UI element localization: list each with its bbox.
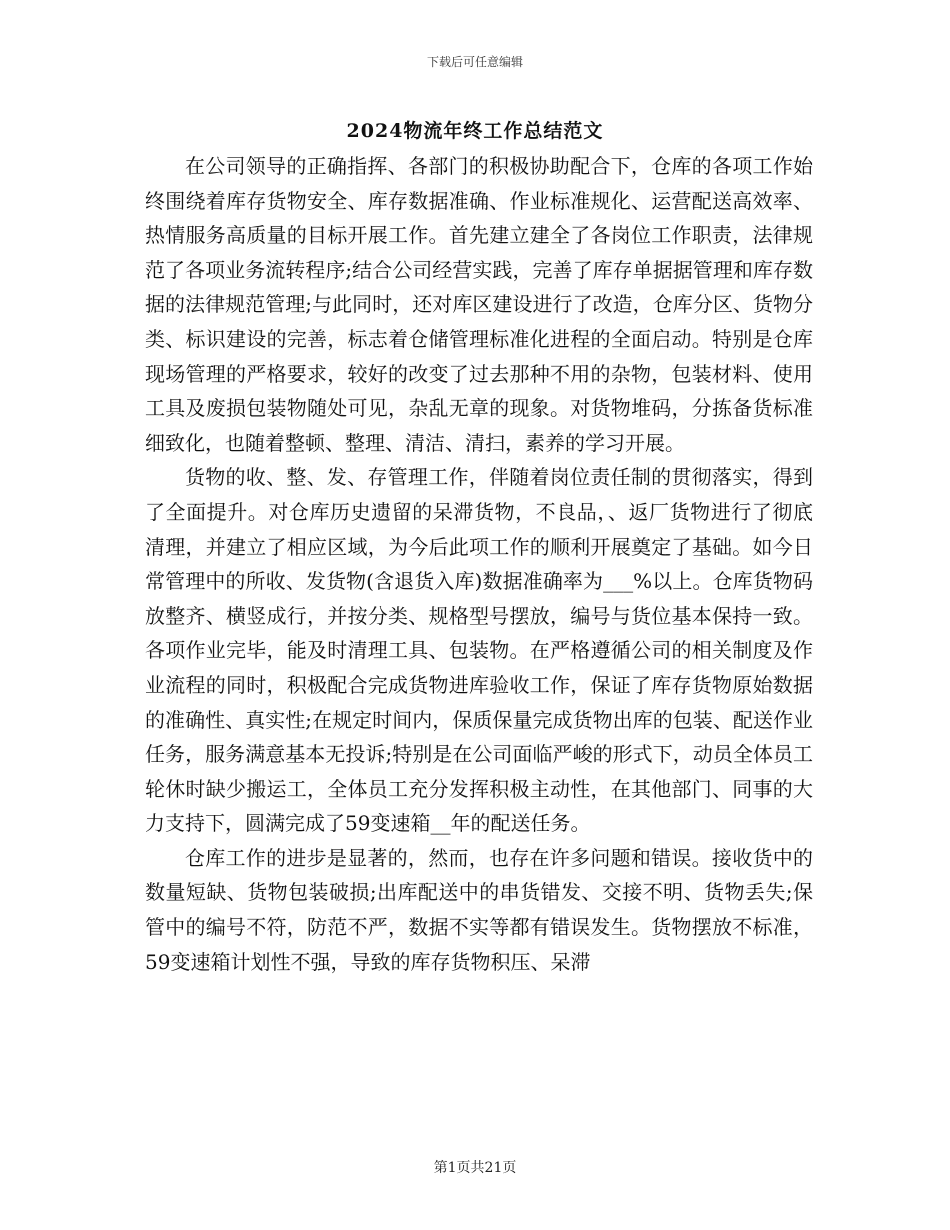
page-number-footer: 第1页共21页 xyxy=(433,1160,517,1176)
document-title: 2024物流年终工作总结范文 xyxy=(346,120,604,142)
paragraph-3: 仓库工作的进步是显著的，然而，也存在许多问题和错误。接收货中的数量短缺、货物包装破损;出库配送中的串货错发、交接不明、货物丢失;保管中的编号不符，防范不严，数据不实等都有错误发生。货物摆放不标准，59变速箱计划性不强，导致的库存货物积压、呆滞 xyxy=(145,845,813,974)
paragraph-1: 在公司领导的正确指挥、各部门的积极协助配合下，仓库的各项工作始终围绕着库存货物安全、库存数据准确、作业标准规化、运营配送高效率、热情服务高质量的目标开展工作。首先建立建全了各岗位工作职责，法律规范了各项业务流转程序;结合公司经营实践，完善了库存单据据管理和库存数据的法律规范管理;与此同时，还对库区建设进行了改造，仓库分区、货物分类、标识建设的完善，标志着仓储管理标准化进程的全面启动。特别是仓库现场管理的严格要求，较好的改变了过去那种不用的杂物，包装材料、使用工具及废损包装物随处可见，杂乱无章的现象。对货物堆码，分拣备货标准细致化，也随着整顿、整理、清洁、清扫，素养的学习开展。 xyxy=(145,154,813,455)
paragraph-2: 货物的收、整、发、存管理工作，伴随着岗位责任制的贯彻落实，得到了全面提升。对仓库历史遗留的呆滞货物，不良品，、返厂货物进行了彻底清理，并建立了相应区域，为今后此项工作的顺利开展奠定了基础。如今日常管理中的所收、发货物(含退货入库)数据准确率为___%以上。仓库货物码放整齐、横竖成行，并按分类、规格型号摆放，编号与货位基本保持一致。各项作业完毕，能及时清理工具、包装物。在严格遵循公司的相关制度及作业流程的同时，积极配合完成货物进库验收工作，保证了库存货物原始数据的准确性、真实性;在规定时间内，保质保量完成货物出库的包装、配送作业任务，服务满意基本无投诉;特别是在公司面临严峻的形式下，动员全体员工轮休时缺少搬运工，全体员工充分发挥积极主动性，在其他部门、同事的大力支持下，圆满完成了59变速箱__年的配送任务。 xyxy=(145,465,813,836)
page-header: 下载后可任意编辑 xyxy=(426,55,523,69)
document-body xyxy=(145,149,813,979)
